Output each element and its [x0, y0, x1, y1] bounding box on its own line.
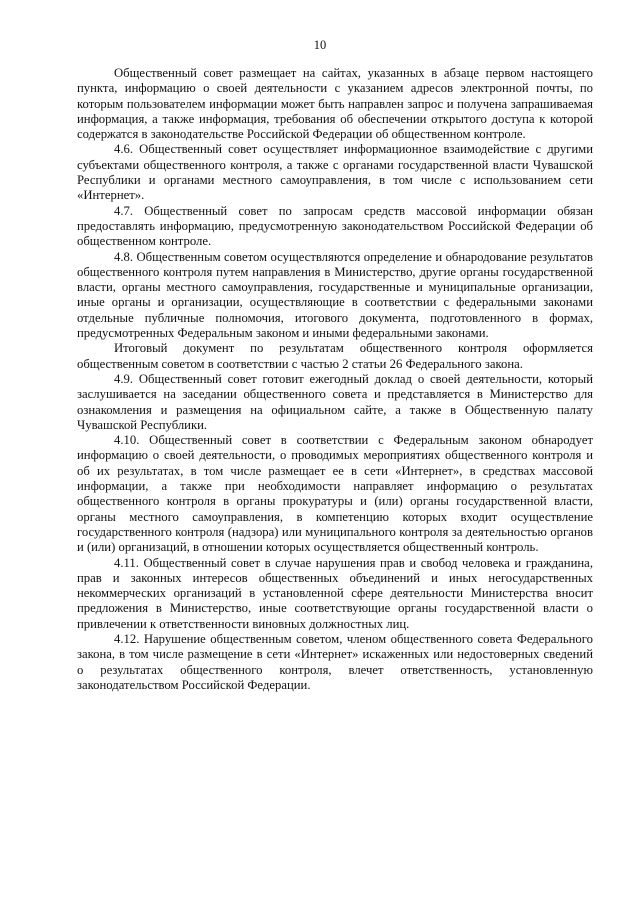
paragraph-publication-sites: Общественный совет размещает на сайтах, указанных в абзаце первом настоящего пункта, информацию о своей деятельности с указанием адресов электронной почты, по которым пользователем информации может быть направлен запрос и получена запрашиваемая информация, а также информация, требования об обеспечении открытого доступа к которой содержатся в законодательстве Российской Федерации об общественном контроле. [77, 66, 593, 142]
paragraph-4-11: 4.11. Общественный совет в случае нарушения прав и свобод человека и гражданина, прав и законных интересов общественных объединений и иных негосударственных некоммерческих организаций в установленной сфере деятельности Министерства вносит предложения в Министерство, иные соответствующие органы государственной власти о привлечении к ответственности виновных должностных лиц. [77, 555, 593, 631]
document-body [77, 66, 593, 693]
paragraph-4-8: 4.8. Общественным советом осуществляются определение и обнародование результатов общественного контроля путем направления в Министерство, другие органы государственной власти, органы местного самоуправления, государственные и муниципальные организации, иные органы и организации, осуществляющие в соответствии с федеральными законами отдельные публичные полномочия, итогового документа, подготовленного в формах, предусмотренных Федеральным законом и иными федеральными законами. [77, 249, 593, 341]
paragraph-4-6: 4.6. Общественный совет осуществляет информационное взаимодействие с другими субъектами общественного контроля, а также с органами государственной власти Чувашской Республики и органами местного самоуправления, в том числе с использованием сети «Интернет». [77, 142, 593, 203]
page-number: 10 [313, 38, 327, 52]
paragraph-4-9: 4.9. Общественный совет готовит ежегодный доклад о своей деятельности, который заслушивается на заседании общественного совета и представляется в Министерство для ознакомления и размещения на официальном сайте, а также в Общественную палату Чувашской Республики. [77, 371, 593, 432]
paragraph-final-document: Итоговый документ по результатам общественного контроля оформляется общественным советом в соответствии с частью 2 статьи 26 Федерального закона. [77, 341, 593, 371]
paragraph-4-10: 4.10. Общественный совет в соответствии с Федеральным законом обнародует информацию о своей деятельности, о проводимых мероприятиях общественного контроля и об их результатах, в том числе размещает ее в сети «Интернет», в средствах массовой информации, а также при необходимости направляет информацию о результатах общественного контроля в органы прокуратуры и (или) органы государственной власти, органы местного самоуправления, в компетенцию которых входит осуществление государственного контроля (надзора) или муниципального контроля за деятельностью органов и (или) организаций, в отношении которых осуществляется общественный контроль. [77, 433, 593, 555]
paragraph-4-7: 4.7. Общественный совет по запросам средств массовой информации обязан предоставлять информацию, предусмотренную законодательством Российской Федерации об общественном контроле. [77, 203, 593, 249]
paragraph-4-12: 4.12. Нарушение общественным советом, членом общественного совета Федерального закона, в том числе размещение в сети «Интернет» искаженных или недостоверных сведений о результатах общественного контроля, влечет ответственность, установленную законодательством Российской Федерации. [77, 631, 593, 692]
